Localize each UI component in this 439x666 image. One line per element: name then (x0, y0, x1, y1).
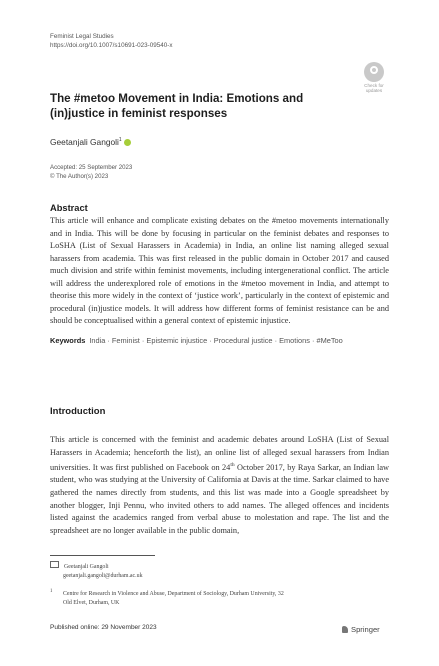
orcid-icon[interactable] (124, 139, 131, 146)
crossmark-icon (364, 62, 384, 82)
introduction-text: This article is concerned with the feminist and academic debates around LoSHA (List of Sexual Harassers in Academia; henceforth the list), an online list of alleged sexual harassers from Indian universities. It was first published on Facebook on 24th October 2017, by Raya Sarkar, an Indian law student, who was studying at the University of California at Davis at the time. Sarkar claimed to have gathered the names directly from students, and this list was made into a Google spreadsheet by another blogger, Inji Pennu, who invited others to add names. The alleged offences and incidents listed against the academics ranged from verbal abuse to molestation and rape. The list and the spreadsheet are no longer available in the public domain, (50, 435, 389, 535)
introduction-heading: Introduction (50, 406, 106, 417)
doi-link[interactable]: https://doi.org/10.1007/s10691-023-09540-x (50, 42, 173, 49)
footnote-divider (50, 555, 155, 556)
corr-email[interactable]: geetanjali.gangoli@durham.ac.uk (63, 572, 143, 579)
author-affil-mark: 1 (118, 137, 122, 144)
publisher-name: Springer (351, 625, 380, 634)
affiliation-number: 1 (50, 589, 53, 594)
journal-name: Feminist Legal Studies (50, 33, 114, 40)
crossmark-badge[interactable] (362, 62, 386, 93)
corresponding-author (50, 561, 143, 580)
accepted-date: Accepted: 25 September 2023 (50, 164, 133, 171)
copyright-line: © The Author(s) 2023 (50, 173, 109, 180)
article-title: The #metoo Movement in India: Emotions and (in)justice in feminist responses (50, 92, 304, 120)
author-name[interactable]: Geetanjali Gangoli (50, 137, 119, 147)
affiliation: Centre for Research in Violence and Abuse, Department of Sociology, Durham University, 32 Old Elvet, Durham, UK (63, 591, 284, 606)
article-dates (50, 163, 132, 181)
keywords-list: India · Feminist · Epistemic injustice · Procedural justice · Emotions · #MeToo (89, 336, 343, 345)
keywords (50, 335, 389, 348)
keywords-heading: Keywords (50, 336, 86, 345)
journal-header (50, 32, 173, 50)
springer-horse-icon (342, 626, 348, 633)
author-line (50, 137, 131, 147)
envelope-icon (50, 561, 59, 568)
ordinal-suffix: th (230, 462, 235, 469)
crossmark-label: Check for updates (364, 83, 384, 93)
corr-name: Geetanjali Gangoli (64, 564, 109, 570)
abstract-text: This article will enhance and complicate existing debates on the #metoo movements internationally and in India. This will be done by focusing in particular on the feminist debates and responses to LoSHA (List of Sexual Harassers in Academia) in India, an online list naming alleged sexual harassers from academia. This was first released in the public domain in October 2017 and caused much division and strife within feminist movements, including intergenerational conflict. The article will address the underexplored role of emotions in the #metoo movement in India, and attempt to theorise this more widely in the context of ‘justice work’, particularly in the context of epistemic and procedural (in)justice models. It will address how different forms of feminist resistance can be and should be conceptualised within a general context of epistemic injustice. (50, 216, 389, 326)
abstract-heading: Abstract (50, 203, 88, 213)
publisher-logo (342, 625, 380, 634)
published-online: Published online: 29 November 2023 (50, 624, 157, 631)
